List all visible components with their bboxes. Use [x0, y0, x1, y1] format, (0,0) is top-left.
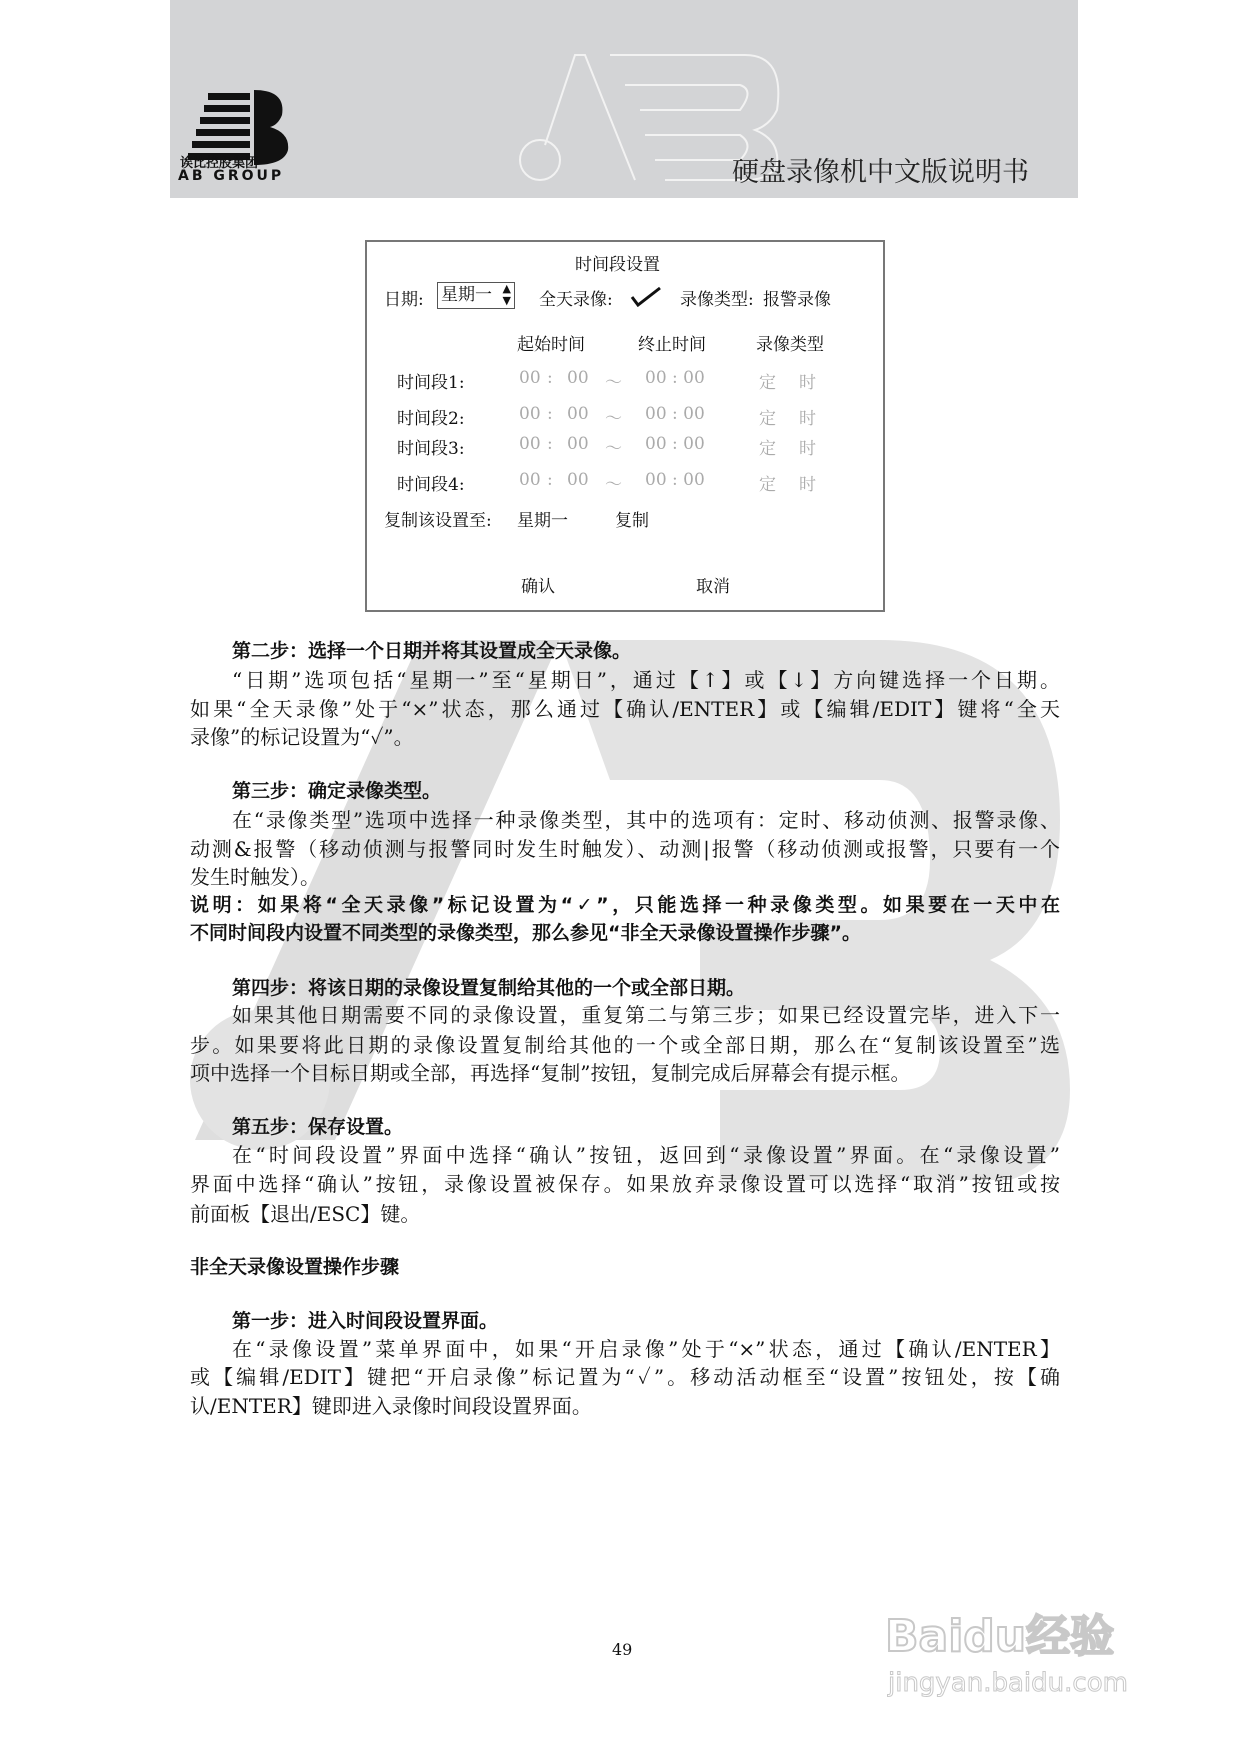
- end-time[interactable]: 00 : 00: [645, 404, 705, 424]
- colon: :: [547, 470, 553, 490]
- end-time[interactable]: 00 : 00: [645, 470, 705, 490]
- type-char-1[interactable]: 定: [759, 373, 776, 393]
- type-char-2[interactable]: 时: [799, 439, 816, 459]
- step1-heading: 第一步：进入时间段设置界面。: [232, 1310, 499, 1332]
- type-char-2[interactable]: 时: [799, 475, 816, 495]
- copy-target-select[interactable]: 星期一: [517, 511, 568, 531]
- date-value: 星期一: [441, 285, 492, 305]
- type-char-1[interactable]: 定: [759, 439, 776, 459]
- type-char-2[interactable]: 时: [799, 409, 816, 429]
- confirm-button[interactable]: 确认: [521, 577, 555, 597]
- tilde: ～: [605, 439, 622, 459]
- section-heading: 非全天录像设置操作步骤: [190, 1256, 400, 1278]
- step2-heading: 第二步：选择一个日期并将其设置成全天录像。: [232, 640, 632, 662]
- step3-heading: 第三步：确定录像类型。: [232, 780, 442, 802]
- record-type-value[interactable]: 报警录像: [763, 290, 831, 310]
- allday-checkbox-check-icon[interactable]: [630, 285, 662, 307]
- tilde: ～: [605, 373, 622, 393]
- paragraph-line: 或【编辑/EDIT】键把“开启录像”标记置为“✓”。移动活动框至“设置”按钮处，按【确: [190, 1365, 1060, 1389]
- paragraph-line: 步。如果要将此日期的录像设置复制给其他的一个或全部日期，那么在“复制该设置至”选: [190, 1033, 1060, 1057]
- col-record-type: 录像类型: [756, 335, 824, 355]
- end-time[interactable]: 00 : 00: [645, 434, 705, 454]
- step4-heading: 第四步：将该日期的录像设置复制给其他的一个或全部日期。: [232, 977, 746, 999]
- start-hour[interactable]: 00: [519, 368, 541, 388]
- type-char-1[interactable]: 定: [759, 409, 776, 429]
- paragraph-line: 在“录像设置”菜单界面中，如果“开启录像”处于“×”状态，通过【确认/ENTER】: [232, 1337, 1060, 1361]
- start-hour[interactable]: 00: [519, 404, 541, 424]
- paragraph-line: 在“时间段设置”界面中选择“确认”按钮，返回到“录像设置”界面。在“录像设置”: [232, 1143, 1060, 1167]
- copy-button[interactable]: 复制: [615, 511, 649, 531]
- page-header: [170, 0, 1078, 198]
- start-hour[interactable]: 00: [519, 434, 541, 454]
- paragraph-line: 录像”的标记设置为“✓”。: [190, 725, 414, 749]
- start-hour[interactable]: 00: [519, 470, 541, 490]
- paragraph-line: 前面板【退出/ESC】键。: [190, 1202, 421, 1226]
- logo-text-cn: 诶比控股集团: [180, 156, 259, 171]
- type-char-1[interactable]: 定: [759, 475, 776, 495]
- baidu-jingyan-logo: Baidu经验: [885, 1611, 1115, 1662]
- step5-heading: 第五步：保存设置。: [232, 1116, 404, 1138]
- record-type-label: 录像类型:: [680, 290, 754, 310]
- document-title: 硬盘录像机中文版说明书: [732, 157, 1029, 188]
- paragraph-line: 发生时触发）。: [190, 865, 320, 889]
- end-time[interactable]: 00 : 00: [645, 368, 705, 388]
- period-label: 时间段3:: [397, 439, 465, 459]
- paragraph-line: 界面中选择“确认”按钮，录像设置被保存。如果放弃录像设置可以选择“取消”按钮或按: [190, 1172, 1060, 1196]
- start-minute[interactable]: 00: [567, 404, 589, 424]
- col-end-time: 终止时间: [638, 335, 706, 355]
- paragraph-line: 如果其他日期需要不同的录像设置，重复第二与第三步；如果已经设置完毕，进入下一: [232, 1003, 1060, 1027]
- copy-to-label: 复制该设置至:: [384, 511, 492, 531]
- colon: :: [547, 368, 553, 388]
- tilde: ～: [605, 475, 622, 495]
- period-label: 时间段2:: [397, 409, 465, 429]
- logo-text-en: AB GROUP: [178, 168, 285, 184]
- period-label: 时间段1:: [397, 373, 465, 393]
- start-minute[interactable]: 00: [567, 434, 589, 454]
- paragraph-line: 项中选择一个目标日期或全部，再选择“复制”按钮，复制完成后屏幕会有提示框。: [190, 1061, 911, 1085]
- allday-label: 全天录像:: [539, 290, 613, 310]
- paragraph-line: 动测&报警（移动侦测与报警同时发生时触发）、动测|报警（移动侦测或报警，只要有一个: [190, 837, 1060, 861]
- note-line: 不同时间段内设置不同类型的录像类型，那么参见“非全天录像设置操作步骤”。: [190, 922, 861, 944]
- dialog-title: 时间段设置: [575, 255, 660, 275]
- period-label: 时间段4:: [397, 475, 465, 495]
- page-number: 49: [612, 1640, 633, 1659]
- col-start-time: 起始时间: [517, 335, 585, 355]
- paragraph-line: 如果“全天录像”处于“×”状态，那么通过【确认/ENTER】或【编辑/EDIT】键将“全天: [190, 697, 1060, 721]
- tilde: ～: [605, 409, 622, 429]
- cancel-button[interactable]: 取消: [696, 577, 730, 597]
- date-label: 日期:: [384, 290, 424, 310]
- type-char-2[interactable]: 时: [799, 373, 816, 393]
- start-minute[interactable]: 00: [567, 368, 589, 388]
- baidu-jingyan-url: jingyan.baidu.com: [888, 1668, 1128, 1698]
- up-down-arrows-icon: ▲ ▼: [502, 282, 511, 307]
- date-select[interactable]: [437, 282, 515, 309]
- colon: :: [547, 404, 553, 424]
- start-minute[interactable]: 00: [567, 470, 589, 490]
- paragraph-line: 在“录像类型”选项中选择一种录像类型，其中的选项有：定时、移动侦测、报警录像、: [232, 808, 1060, 832]
- paragraph-line: “日期”选项包括“星期一”至“星期日”，通过【↑】或【↓】方向键选择一个日期。: [232, 668, 1060, 692]
- note-line: 说明：如果将“全天录像”标记设置为“✓”，只能选择一种录像类型。如果要在一天中在: [190, 894, 1060, 916]
- time-period-settings-dialog: [365, 240, 885, 612]
- colon: :: [547, 434, 553, 454]
- paragraph-line: 认/ENTER】键即进入录像时间段设置界面。: [190, 1394, 592, 1418]
